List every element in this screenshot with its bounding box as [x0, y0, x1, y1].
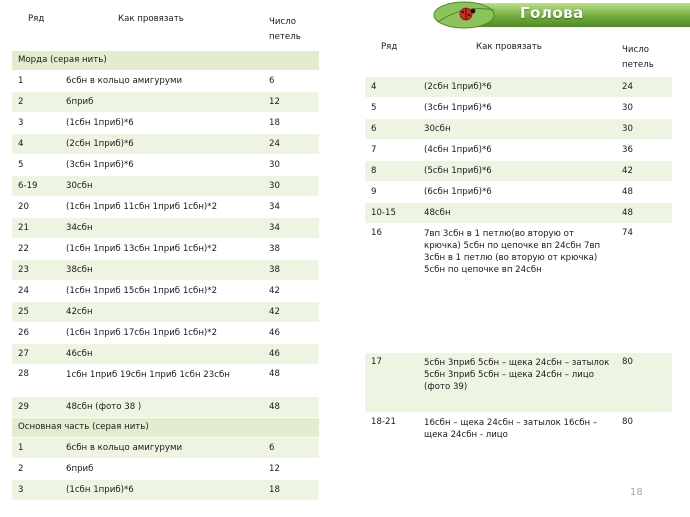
cell-count: 18 — [263, 479, 319, 500]
banner-title: Голова — [520, 4, 584, 22]
table-row — [12, 175, 319, 196]
cell-how: (2сбн 1приб)*6 — [60, 133, 263, 154]
cell-count: 30 — [616, 118, 672, 139]
table-row — [12, 217, 319, 238]
table-row — [12, 322, 319, 343]
cell-how: (6сбн 1приб)*6 — [418, 181, 616, 202]
cell-row: 4 — [12, 133, 60, 154]
cell-row: 8 — [365, 160, 418, 181]
table-row — [12, 259, 319, 280]
header-row: Ряд — [381, 42, 398, 52]
cell-how: 34сбн — [60, 217, 263, 238]
cell-how: 38сбн — [60, 259, 263, 280]
cell-row: 28 — [12, 364, 60, 396]
cell-row: 29 — [12, 396, 60, 417]
cell-how: 6приб — [60, 91, 263, 112]
table-row — [12, 238, 319, 259]
table-row — [12, 280, 319, 301]
table-row — [365, 139, 672, 160]
cell-count: 6 — [263, 70, 319, 91]
cell-row: 3 — [12, 479, 60, 500]
page-number: 18 — [630, 487, 643, 498]
cell-row: 27 — [12, 343, 60, 364]
cell-row: 6 — [365, 118, 418, 139]
table-row — [12, 343, 319, 364]
cell-count: 48 — [263, 396, 319, 417]
cell-how: 1сбн 1приб 19сбн 1приб 1сбн 23сбн — [60, 364, 263, 396]
cell-how: 48сбн — [418, 202, 616, 223]
header-row: Ряд — [28, 14, 45, 24]
cell-row: 25 — [12, 301, 60, 322]
cell-how: 46сбн — [60, 343, 263, 364]
cell-count: 48 — [616, 202, 672, 223]
table-header — [365, 38, 672, 76]
table-row — [365, 118, 672, 139]
cell-how: 16сбн – щека 24сбн – затылок 16сбн – щека 24сбн - лицо — [418, 412, 616, 482]
cell-row: 20 — [12, 196, 60, 217]
cell-how: 30сбн — [60, 175, 263, 196]
cell-count: 30 — [263, 154, 319, 175]
cell-count: 12 — [263, 91, 319, 112]
cell-how: (1сбн 1приб 11сбн 1приб 1сбн)*2 — [60, 196, 263, 217]
cell-how: (3сбн 1приб)*6 — [60, 154, 263, 175]
cell-count: 48 — [616, 181, 672, 202]
cell-row: 10-15 — [365, 202, 418, 223]
cell-count: 30 — [263, 175, 319, 196]
cell-row: 17 — [365, 352, 418, 412]
table-row — [365, 160, 672, 181]
section-row — [12, 417, 319, 437]
cell-count: 38 — [263, 238, 319, 259]
section-row — [12, 50, 319, 70]
table-row — [12, 196, 319, 217]
cell-how: 7вп 3сбн в 1 петлю(во вторую от крючка) 5сбн по цепочке вп 24сбн 7вп 3сбн в 1 петлю (во вторую от крючка) 5сбн по цепочке вп 24сбн — [418, 223, 616, 352]
table-row — [365, 223, 672, 352]
table-row — [365, 76, 672, 97]
cell-how: (4сбн 1приб)*6 — [418, 139, 616, 160]
cell-row: 2 — [12, 91, 60, 112]
section-banner — [428, 0, 690, 30]
table-row — [12, 396, 319, 417]
cell-row: 16 — [365, 223, 418, 352]
cell-count: 6 — [263, 437, 319, 458]
cell-how: (1сбн 1приб 17сбн 1приб 1сбн)*2 — [60, 322, 263, 343]
cell-row: 9 — [365, 181, 418, 202]
cell-how: 42сбн — [60, 301, 263, 322]
section-label: Морда (серая нить) — [12, 50, 319, 70]
table-header — [12, 10, 319, 50]
cell-how: (5сбн 1приб)*6 — [418, 160, 616, 181]
cell-count: 36 — [616, 139, 672, 160]
cell-count: 80 — [616, 352, 672, 412]
cell-row: 3 — [12, 112, 60, 133]
cell-count: 42 — [616, 160, 672, 181]
cell-how: (1сбн 1приб)*6 — [60, 112, 263, 133]
cell-count: 30 — [616, 97, 672, 118]
cell-row: 6-19 — [12, 175, 60, 196]
cell-row: 5 — [365, 97, 418, 118]
cell-how: 6сбн в кольцо амигуруми — [60, 70, 263, 91]
cell-how: 5сбн 3приб 5сбн – щека 24сбн – затылок 5сбн 3приб 5сбн – щека 24сбн – лицо (фото 39) — [418, 352, 616, 412]
cell-how: 6сбн в кольцо амигуруми — [60, 437, 263, 458]
cell-row: 2 — [12, 458, 60, 479]
cell-how: (1сбн 1приб 13сбн 1приб 1сбн)*2 — [60, 238, 263, 259]
cell-count: 12 — [263, 458, 319, 479]
left-instruction-table — [12, 10, 319, 500]
cell-row: 24 — [12, 280, 60, 301]
cell-row: 7 — [365, 139, 418, 160]
table-row — [12, 154, 319, 175]
table-row — [12, 91, 319, 112]
table-row — [12, 301, 319, 322]
cell-row: 5 — [12, 154, 60, 175]
table-row — [12, 364, 319, 396]
cell-count: 34 — [263, 196, 319, 217]
cell-row: 21 — [12, 217, 60, 238]
table-row — [12, 479, 319, 500]
table-row — [365, 352, 672, 412]
cell-count: 24 — [263, 133, 319, 154]
cell-row: 18-21 — [365, 412, 418, 482]
cell-how: 6приб — [60, 458, 263, 479]
cell-count: 80 — [616, 412, 672, 482]
cell-how: (1сбн 1приб)*6 — [60, 479, 263, 500]
cell-row: 1 — [12, 437, 60, 458]
cell-how: (2сбн 1приб)*6 — [418, 76, 616, 97]
right-instruction-table — [365, 38, 672, 482]
table-row — [365, 97, 672, 118]
cell-count: 18 — [263, 112, 319, 133]
table-row — [12, 70, 319, 91]
cell-count: 38 — [263, 259, 319, 280]
table-row — [365, 412, 672, 482]
cell-count: 48 — [263, 364, 319, 396]
cell-count: 42 — [263, 301, 319, 322]
cell-count: 46 — [263, 322, 319, 343]
section-label: Основная часть (серая нить) — [12, 417, 319, 437]
cell-how: (3сбн 1приб)*6 — [418, 97, 616, 118]
cell-count: 24 — [616, 76, 672, 97]
cell-row: 23 — [12, 259, 60, 280]
cell-row: 1 — [12, 70, 60, 91]
header-count: Число петель — [622, 45, 654, 70]
cell-count: 34 — [263, 217, 319, 238]
cell-count: 74 — [616, 223, 672, 352]
cell-how: 30сбн — [418, 118, 616, 139]
cell-how: 48сбн (фото 38 ) — [60, 396, 263, 417]
table-row — [12, 458, 319, 479]
cell-how: (1сбн 1приб 15сбн 1приб 1сбн)*2 — [60, 280, 263, 301]
header-count: Число петель — [269, 17, 301, 42]
ladybug-leaf-icon — [428, 0, 508, 30]
cell-count: 42 — [263, 280, 319, 301]
cell-row: 22 — [12, 238, 60, 259]
cell-count: 46 — [263, 343, 319, 364]
cell-row: 4 — [365, 76, 418, 97]
table-row — [365, 181, 672, 202]
table-row — [365, 202, 672, 223]
header-how: Как провязать — [118, 14, 184, 24]
header-how: Как провязать — [476, 42, 542, 52]
cell-row: 26 — [12, 322, 60, 343]
table-row — [12, 437, 319, 458]
table-row — [12, 112, 319, 133]
table-row — [12, 133, 319, 154]
